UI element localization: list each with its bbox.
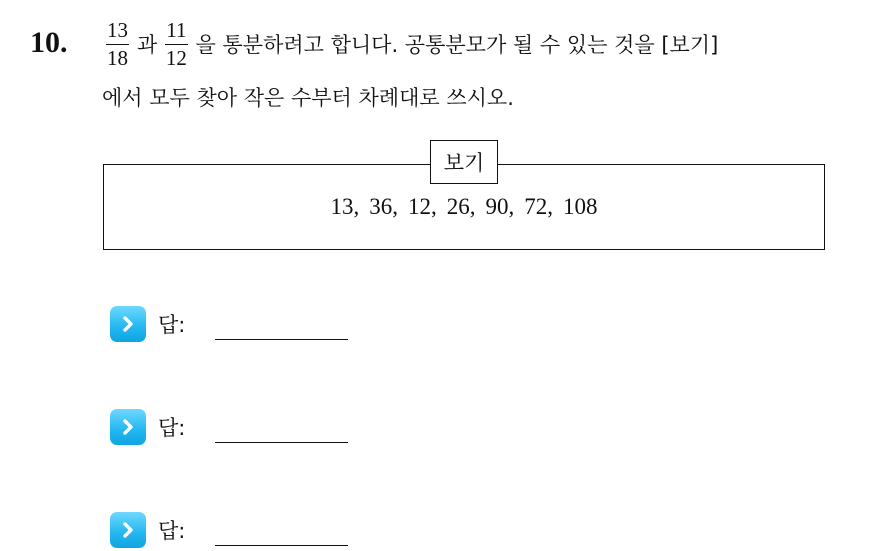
answer-label: 답:	[158, 416, 186, 440]
choice-item: 72	[524, 194, 548, 219]
fraction-2-denominator: 12	[165, 45, 187, 70]
answer-label: 답:	[158, 519, 186, 543]
choice-item: 108	[563, 194, 598, 219]
fraction-1-denominator: 18	[107, 45, 128, 70]
fraction-1-numerator: 13	[106, 19, 129, 45]
example-choices: 13, 36, 12, 26, 90, 72, 108	[330, 194, 598, 219]
chevron-right-icon	[110, 409, 146, 445]
choice-item: 90	[485, 194, 509, 219]
question-text-line-1: 을 통분하려고 합니다. 공통분모가 될 수 있는 것을 [보기]	[195, 33, 719, 57]
answer-blank[interactable]	[215, 442, 348, 443]
fraction-2	[165, 19, 187, 70]
example-box-label: 보기	[430, 140, 498, 184]
answer-row-3	[110, 509, 185, 551]
question-text-line-2: 에서 모두 찾아 작은 수부터 차례대로 쓰시오.	[102, 86, 514, 110]
choice-item: 26	[446, 194, 470, 219]
choice-item: 12	[408, 194, 431, 219]
question-line-1	[102, 12, 718, 76]
choice-item: 13	[330, 194, 354, 219]
answer-blank[interactable]	[215, 545, 348, 546]
answer-row-2	[110, 406, 185, 448]
answer-label: 답:	[158, 313, 186, 337]
fraction-2-numerator: 11	[165, 19, 187, 45]
connector-text: 과	[137, 33, 158, 57]
fraction-1	[106, 19, 129, 70]
chevron-right-icon	[110, 512, 146, 548]
choice-item: 36	[369, 194, 393, 219]
answer-blank[interactable]	[215, 339, 348, 340]
chevron-right-icon	[110, 306, 146, 342]
answer-row-1	[110, 303, 185, 345]
question-number: 10.	[30, 26, 68, 59]
